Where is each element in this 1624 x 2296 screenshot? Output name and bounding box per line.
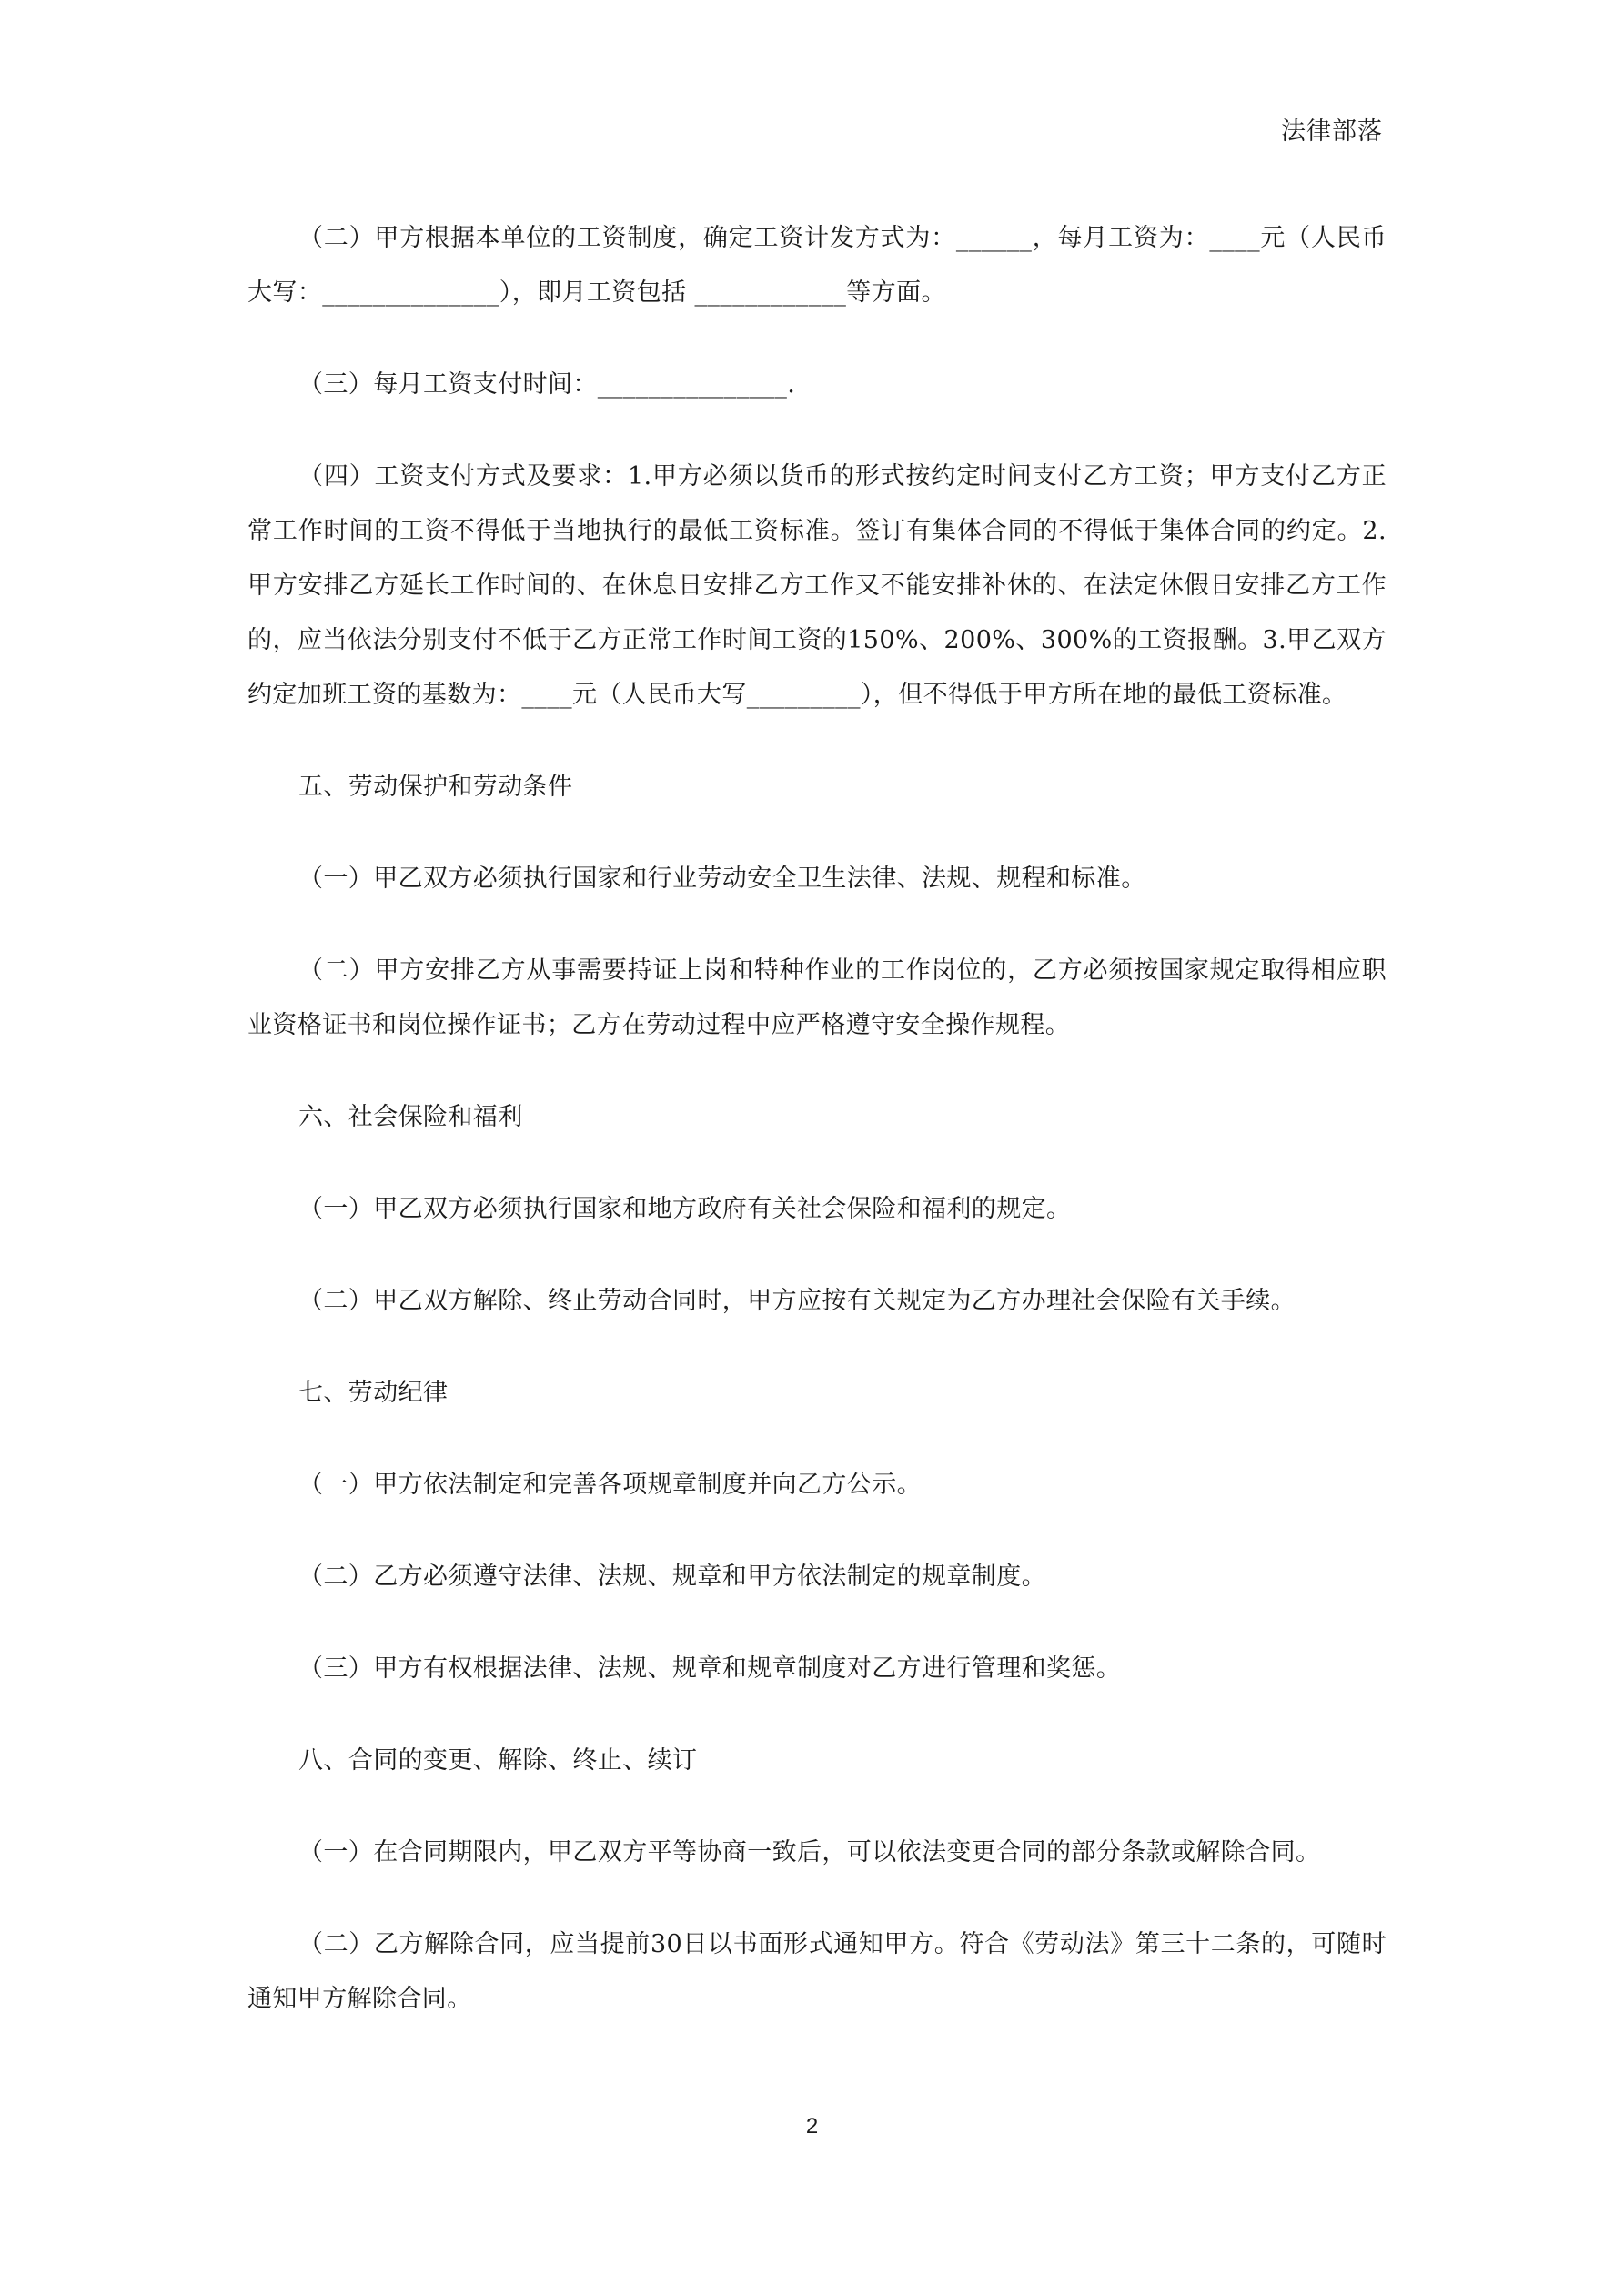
clause-rules-publication: （一）甲方依法制定和完善各项规章制度并向乙方公示。 xyxy=(298,1471,922,1499)
section-heading-labor-protection: 五、劳动保护和劳动条件 xyxy=(298,773,573,801)
section-heading-contract-changes: 八、合同的变更、解除、终止、续订 xyxy=(298,1746,698,1775)
document-body xyxy=(247,211,1387,2064)
clause-contract-modification: （一）在合同期限内，甲乙双方平等协商一致后，可以依法变更合同的部分条款或解除合同。 xyxy=(298,1838,1321,1866)
page-number: 2 xyxy=(805,2114,819,2139)
clause-certification: （二）甲方安排乙方从事需要持证上岗和特种作业的工作岗位的，乙方必须按国家规定取得相应职业资格证书和岗位操作证书；乙方在劳动过程中应严格遵守安全操作规程。 xyxy=(247,956,1387,1039)
clause-rules-compliance: （二）乙方必须遵守法律、法规、规章和甲方依法制定的规章制度。 xyxy=(298,1563,1046,1591)
clause-contract-termination-notice: （二）乙方解除合同，应当提前30日以书面形式通知甲方。符合《劳动法》第三十二条的，可随时通知甲方解除合同。 xyxy=(247,1930,1387,2013)
clause-management-rights: （三）甲方有权根据法律、法规、规章和规章制度对乙方进行管理和奖惩。 xyxy=(298,1654,1122,1683)
section-heading-labor-discipline: 七、劳动纪律 xyxy=(298,1379,449,1407)
clause-wage-method: （二）甲方根据本单位的工资制度，确定工资计发方式为：______，每月工资为：____元（人民币大写：______________），即月工资包括 ____________等方面。 xyxy=(247,224,1387,307)
clause-wage-payment: （四）工资支付方式及要求：1.甲方必须以货币的形式按约定时间支付乙方工资；甲方支付乙方正常工作时间的工资不得低于当地执行的最低工资标准。签订有集体合同的不得低于集体合同的约定。2.甲方安排乙方延长工作时间的、在休息日安排乙方工作又不能安排补休的、在法定休假日安排乙方工作的，应当依法分别支付不低于乙方正常工作时间工资的150%、200%、300%的工资报酬。3.甲乙双方约定加班工资的基数为：____元（人民币大写_________），但不得低于甲方所在地的最低工资标准。 xyxy=(247,462,1387,709)
clause-wage-payday: （三）每月工资支付时间：_______________. xyxy=(298,370,796,399)
clause-insurance-rules: （一）甲乙双方必须执行国家和地方政府有关社会保险和福利的规定。 xyxy=(298,1195,1072,1223)
clause-safety-laws: （一）甲乙双方必须执行国家和行业劳动安全卫生法律、法规、规程和标准。 xyxy=(298,865,1146,893)
header-brand: 法律部落 xyxy=(1281,117,1383,146)
section-heading-social-insurance: 六、社会保险和福利 xyxy=(298,1103,523,1131)
clause-insurance-procedures: （二）甲乙双方解除、终止劳动合同时，甲方应按有关规定为乙方办理社会保险有关手续。 xyxy=(298,1287,1296,1315)
